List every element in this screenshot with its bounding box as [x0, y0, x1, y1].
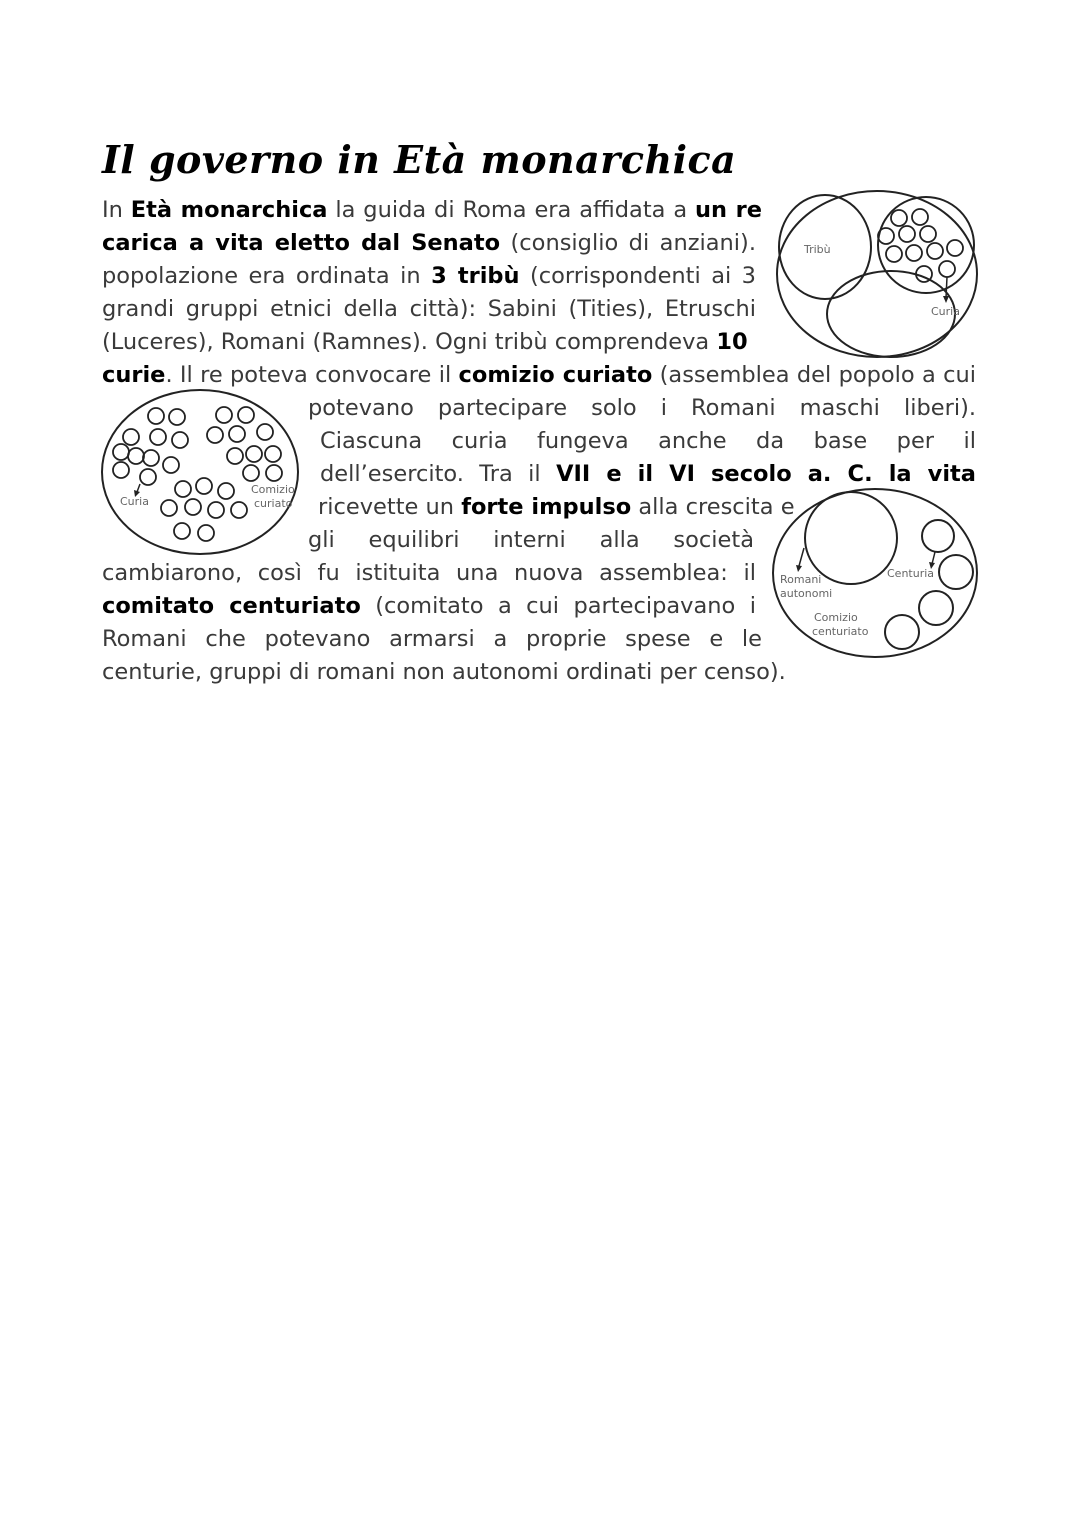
tribu-diagram: [770, 185, 985, 365]
bold-text: carica a vita eletto dal Senato: [102, 230, 501, 256]
text-segment: In: [102, 197, 131, 223]
text-line: [308, 524, 754, 557]
text-segment: popolazione era ordinata in: [102, 263, 432, 289]
bold-text: curie: [102, 362, 166, 388]
text-segment: cambiarono, così fu istituita una nuova assemblea: il: [102, 560, 756, 586]
centuria-label: Centuria: [887, 567, 935, 580]
text-segment: (assemblea del popolo a cui: [652, 362, 976, 388]
bold-text: forte impulso: [461, 494, 632, 520]
comizio-centuriato-diagram: [768, 486, 983, 666]
bold-text: comitato centuriato: [102, 593, 361, 619]
text-line: [102, 260, 756, 293]
text-line: [102, 557, 756, 590]
text-line: [102, 326, 766, 359]
bold-text: un re: [695, 197, 762, 223]
bold-text: Età monarchica: [130, 197, 328, 223]
romani-label: autonomi: [780, 587, 833, 600]
text-segment: la guida di Roma era affidata a: [327, 197, 696, 223]
text-segment: ricevette un: [318, 494, 462, 520]
text-line: [320, 425, 976, 458]
page-title: Il governo in Età monarchica: [102, 137, 737, 182]
comizio-label: centuriato: [812, 625, 869, 638]
text-segment: potevano partecipare solo i Romani maschi liberi).: [308, 395, 976, 421]
text-segment: (comitato a cui partecipavano i: [360, 593, 756, 619]
text-segment: grandi gruppi etnici della città): Sabini (Tities), Etruschi: [102, 296, 756, 322]
text-segment: Romani che potevano armarsi a proprie spese e le: [102, 626, 762, 652]
bold-text: 3 tribù: [431, 263, 520, 289]
comizio-label: curiato: [254, 497, 293, 510]
bold-text: 10: [716, 329, 748, 355]
curia-label: Curia: [120, 495, 149, 508]
text-line: [102, 656, 842, 689]
comizio-curiato-diagram: [96, 386, 306, 561]
text-segment: dell’esercito. Tra il: [320, 461, 557, 487]
text-line: [308, 392, 976, 425]
text-segment: (corrispondenti ai 3: [519, 263, 756, 289]
comizio-label: Comizio: [814, 611, 858, 624]
text-segment: Ciascuna curia fungeva anche da base per il: [320, 428, 976, 454]
curia-label: Curia: [931, 305, 960, 318]
text-line: [102, 194, 762, 227]
text-segment: gli equilibri interni alla società: [308, 527, 754, 553]
text-line: [318, 491, 795, 524]
romani-label: Romani: [780, 573, 822, 586]
text-segment: (Luceres), Romani (Ramnes). Ogni tribù comprendeva: [102, 329, 717, 355]
bold-text: comizio curiato: [458, 362, 653, 388]
text-segment: centurie, gruppi di romani non autonomi ordinati per censo).: [102, 659, 786, 685]
text-line: [102, 590, 756, 623]
tribu-label: Tribù: [804, 243, 831, 256]
text-line: [102, 293, 756, 326]
text-segment: alla crescita e: [631, 494, 795, 520]
text-segment: (consiglio di anziani).: [510, 230, 756, 256]
text-line: [102, 227, 756, 260]
text-segment: . Il re poteva convocare il: [165, 362, 459, 388]
comizio-label: Comizio: [251, 483, 295, 496]
text-line: [102, 623, 762, 656]
bold-text: VII e il VI secolo a. C. la vita: [556, 461, 976, 487]
